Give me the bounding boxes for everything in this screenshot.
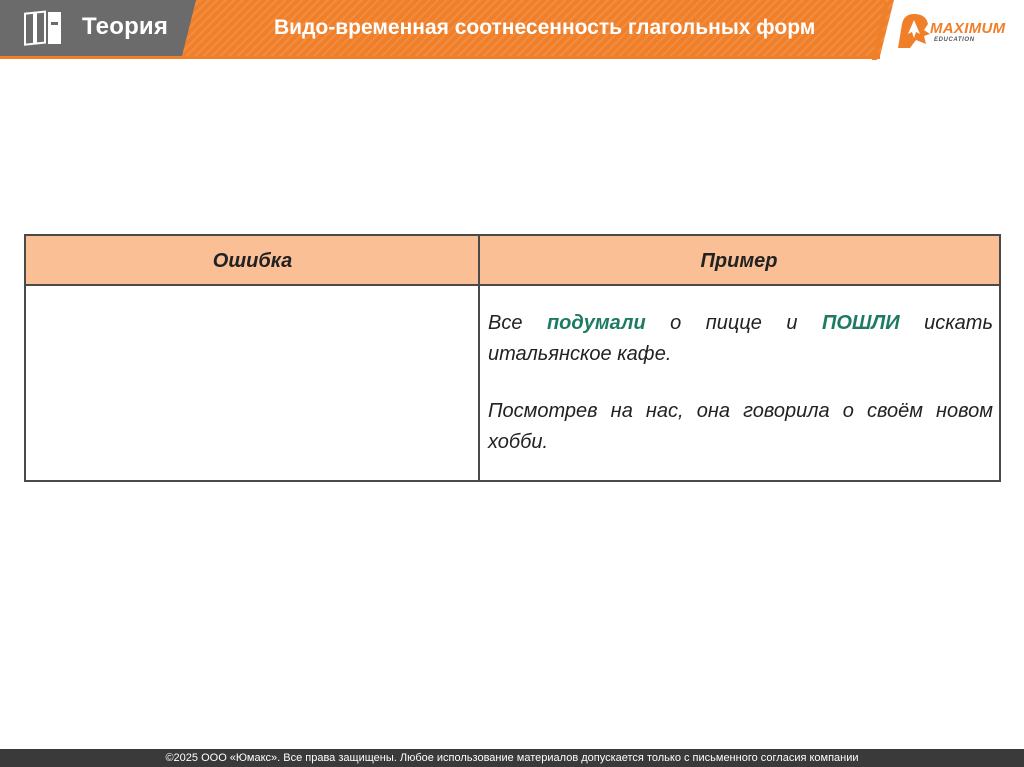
logo-name: MAXIMUM xyxy=(930,20,1006,37)
example-cell xyxy=(488,308,993,484)
errors-table xyxy=(24,234,1001,482)
highlight-word-podumali: подумали xyxy=(546,312,646,334)
header-cell-error: Ошибка xyxy=(212,250,293,272)
copyright-footer: ©2025 ООО «Юмакс». Все права защищены. Любое использование материалов допускается только с письменного согласия компании xyxy=(0,749,1024,767)
column-divider xyxy=(478,236,480,480)
slide-title: Видо-временная соотнесенность глагольных форм xyxy=(274,16,816,39)
header-cell-example: Пример xyxy=(700,250,778,272)
maximum-logo-icon xyxy=(894,10,934,52)
example-1-text: искать итальянское кафе. xyxy=(488,312,993,365)
example-2-text: Посмотрев на нас, она говорила о своём новом хобби. xyxy=(488,400,993,453)
logo-subtitle: EDUCATION xyxy=(934,37,975,43)
header-bar xyxy=(0,0,1024,62)
example-1-text: о пицце и xyxy=(645,312,822,334)
maximum-logo xyxy=(894,8,1024,56)
book-icon xyxy=(22,10,66,48)
table-header-row xyxy=(26,236,999,286)
section-title: Теория xyxy=(82,13,169,40)
header-underline xyxy=(0,56,880,59)
example-paragraph-1 xyxy=(488,308,993,370)
error-cell xyxy=(26,286,478,480)
highlight-word-poshli: ПОШЛИ xyxy=(821,312,900,334)
example-paragraph-2 xyxy=(488,396,993,458)
example-1-text: Все xyxy=(488,312,547,334)
